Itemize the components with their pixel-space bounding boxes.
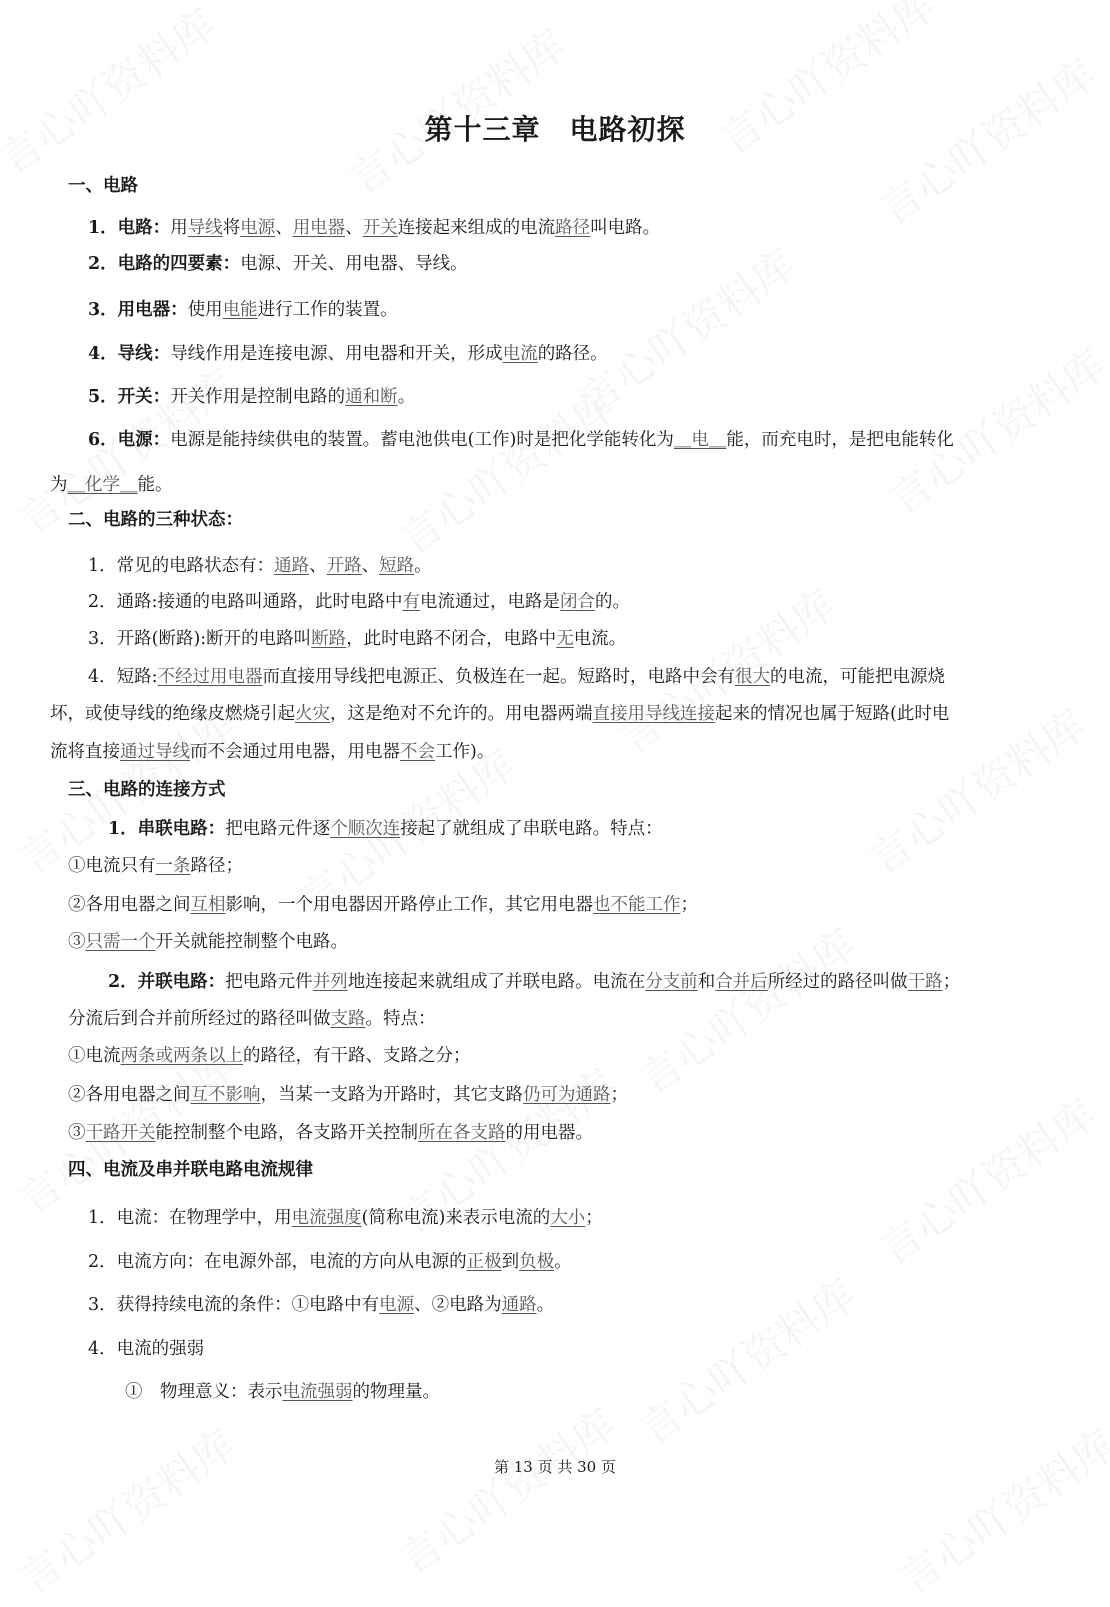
answer-blank: 无 [556, 629, 574, 649]
text-line [88, 665, 945, 689]
text-segment: ① 物理意义：表示 [125, 1382, 283, 1402]
answer-blank: 短路 [379, 556, 415, 576]
answer-blank: 电流 [502, 344, 538, 364]
term-label: 6．电源： [88, 430, 171, 450]
text-segment: 开关就能控制整个电路。 [155, 932, 348, 952]
text-segment: 导线作用是连接电源、用电器和开关，形成 [170, 344, 503, 364]
term-label: 三、电路的连接方式 [68, 780, 226, 800]
answer-blank: 电源 [240, 218, 276, 238]
text-segment: 。特点： [365, 1009, 436, 1029]
answer-blank: 用电器 [292, 218, 346, 238]
answer-blank: 导线 [187, 218, 223, 238]
answer-blank: 通路 [274, 556, 310, 576]
text-segment: 将 [222, 218, 241, 238]
answer-blank: 只需一个 [85, 932, 156, 952]
term-label: 2．电路的四要素： [88, 254, 241, 274]
answer-blank: 合并后 [715, 972, 768, 992]
text-segment: ②各用电器之间 [68, 895, 191, 915]
text-segment: ②各用电器之间 [68, 1085, 191, 1105]
text-segment: 工作)。 [435, 742, 495, 762]
text-line [88, 554, 432, 578]
watermark [0, 0, 226, 187]
watermark [386, 1393, 627, 1587]
text-segment: 1．电流：在物理学中，用 [88, 1208, 292, 1228]
text-line [88, 590, 630, 614]
text-segment: ，当某一支路为开路时，其它支路 [260, 1085, 523, 1105]
text-segment: ； [610, 1085, 628, 1105]
term-label: 四、电流及串并联电路电流规律 [68, 1160, 313, 1180]
text-line [88, 342, 608, 366]
text-segment: 地连接起来就组成了并联电路。电流在 [347, 972, 646, 992]
text-line [88, 1206, 603, 1230]
answer-blank: 通过导线 [120, 742, 190, 762]
text-line [68, 1083, 628, 1107]
answer-blank: 所在各支路 [418, 1123, 506, 1143]
text-segment: ，此时电路不闭合，电路中 [346, 629, 557, 649]
text-segment: 而不会通过用电器，用电器 [190, 742, 400, 762]
text-line [50, 740, 494, 764]
answer-blank: 不会 [400, 742, 435, 762]
answer-blank: ＿电＿ [673, 430, 727, 450]
text-segment: ①电流只有 [68, 856, 156, 876]
answer-blank: 仍可为通路 [523, 1085, 611, 1105]
text-segment: ③ [68, 932, 86, 952]
text-segment: 所经过的路径叫做 [767, 972, 908, 992]
answer-blank: 互相 [190, 895, 226, 915]
text-line [108, 817, 663, 841]
text-segment: 2．通路:接通的电路叫通路，此时电路中 [88, 592, 403, 612]
text-segment: 电流通过，电路是 [420, 592, 561, 612]
term-label: 1．串联电路： [108, 819, 226, 839]
answer-blank: 直接用导线连接 [592, 704, 715, 724]
text-segment: ③ [68, 1123, 86, 1143]
text-segment: 4．电流的强弱 [88, 1339, 205, 1359]
answer-blank: 并列 [312, 972, 348, 992]
answer-blank: 开关 [362, 218, 398, 238]
term-label: 5．开关： [88, 387, 171, 407]
watermark [886, 1413, 1110, 1607]
answer-blank: 断路 [311, 629, 347, 649]
text-line [68, 1044, 471, 1068]
text-segment: 而直接用导线把电源正、负极连在一起。短路时，电路中会有 [262, 667, 736, 687]
answer-blank: 干路 [907, 972, 943, 992]
text-segment: 电流。 [573, 629, 627, 649]
text-segment: 影响，一个用电器因开路停止工作，其它用电器 [225, 895, 593, 915]
text-segment: 、 [361, 556, 380, 576]
answer-blank: 火灾 [295, 704, 330, 724]
text-segment: 的物理量。 [352, 1382, 440, 1402]
watermark [626, 913, 867, 1107]
term-label: 一、电路 [68, 176, 138, 196]
text-segment: 、 [275, 218, 293, 238]
watermark [866, 1083, 1107, 1277]
term-label: 4．导线： [88, 344, 171, 364]
text-segment: (简称电流)来表示电流的 [361, 1208, 551, 1228]
answer-blank: 不经过用电器 [157, 667, 263, 687]
watermark [6, 1413, 247, 1607]
text-segment: 把电路元件 [225, 972, 313, 992]
text-segment: 的路径，有干路、支路之分； [243, 1046, 471, 1066]
answer-blank: 路径 [555, 218, 591, 238]
text-segment: 。 [414, 556, 432, 576]
text-segment: 接起了就组成了串联电路。特点： [400, 819, 663, 839]
watermark [626, 1263, 867, 1457]
section-heading [68, 1158, 313, 1182]
text-segment: 。 [397, 387, 416, 407]
answer-blank: 闭合 [560, 592, 596, 612]
text-line [68, 930, 348, 954]
watermark [566, 233, 807, 427]
text-segment: ； [585, 1208, 603, 1228]
answer-blank: ＿化学＿ [67, 475, 138, 495]
text-line [68, 1007, 436, 1031]
text-segment: 分流后到合并前所经过的路径叫做 [68, 1009, 331, 1029]
text-line [88, 252, 468, 276]
answer-blank: 互不影响 [190, 1085, 261, 1105]
text-segment: 的电流，可能把电源烧 [770, 667, 946, 687]
text-segment: 用 [170, 218, 188, 238]
term-label: 2．并联电路： [108, 972, 226, 992]
text-segment: 电源、开关、用电器、导线。 [240, 254, 468, 274]
text-segment: 能。 [137, 475, 173, 495]
text-segment: 能，而充电时，是把电能转化 [726, 430, 954, 450]
text-line [50, 473, 173, 497]
answer-blank: 通路 [501, 1295, 537, 1315]
answer-blank: 两条或两条以上 [120, 1046, 243, 1066]
answer-blank: 有 [402, 592, 421, 612]
answer-blank: 很大 [735, 667, 771, 687]
term-label: 3．用电器： [88, 300, 188, 320]
text-line [88, 428, 954, 452]
term-label: 1．电路： [88, 218, 171, 238]
text-segment: 进行工作的装置。 [257, 300, 398, 320]
text-segment: 能控制整个电路，各支路开关控制 [155, 1123, 418, 1143]
answer-blank: 电流强弱 [282, 1382, 353, 1402]
text-segment: 为 [50, 475, 68, 495]
answer-blank: 大小 [550, 1208, 586, 1228]
section-heading [68, 778, 226, 802]
answer-blank: 也不能工作 [593, 895, 681, 915]
text-segment: 路径； [190, 856, 243, 876]
text-line [68, 1121, 593, 1145]
text-segment: 4．短路: [88, 667, 158, 687]
text-segment: 坏，或使导线的绝缘皮燃烧引起 [50, 704, 295, 724]
text-segment: 开关作用是控制电路的 [170, 387, 346, 407]
text-line [50, 702, 949, 726]
answer-blank: 电能 [222, 300, 258, 320]
text-line [108, 970, 960, 994]
answer-blank: 电源 [379, 1295, 415, 1315]
text-segment: 使用 [187, 300, 223, 320]
text-segment: 叫电路。 [590, 218, 661, 238]
answer-blank: 干路开关 [85, 1123, 156, 1143]
text-line [88, 1293, 554, 1317]
text-line [68, 854, 243, 878]
text-line [88, 1337, 204, 1361]
answer-blank: 通和断 [345, 387, 398, 407]
section-heading [68, 174, 138, 198]
answer-blank: 正极 [466, 1252, 502, 1272]
answer-blank: 支路 [330, 1009, 366, 1029]
text-line [88, 298, 398, 322]
text-segment: 的路径。 [537, 344, 608, 364]
text-segment: 的。 [595, 592, 631, 612]
text-segment: 起来的情况也属于短路(此时电 [715, 704, 950, 724]
text-segment: 3．获得持续电流的条件：①电路中有 [88, 1295, 380, 1315]
text-segment: ； [942, 972, 961, 992]
answer-blank: 分支前 [645, 972, 698, 992]
section-heading [68, 508, 243, 532]
text-segment: 连接起来组成的电流 [397, 218, 556, 238]
text-line [68, 893, 698, 917]
page-footer: 第 13 页 共 30 页 [493, 1458, 616, 1476]
text-segment: ，这是绝对不允许的。用电器两端 [330, 704, 593, 724]
text-segment: 。 [554, 1252, 572, 1272]
text-line [88, 216, 660, 240]
term-label: 二、电路的三种状态： [68, 510, 243, 530]
answer-blank: 电流强度 [291, 1208, 362, 1228]
text-segment: 、 [309, 556, 327, 576]
text-segment: ； [680, 895, 698, 915]
text-segment: 1．常见的电路状态有： [88, 556, 275, 576]
watermark [386, 373, 627, 567]
answer-blank: 一条 [155, 856, 191, 876]
answer-blank: 个顺次连 [330, 819, 401, 839]
text-segment: 2．电流方向：在电源外部，电流的方向从电源的 [88, 1252, 467, 1272]
answer-blank: 负极 [519, 1252, 555, 1272]
text-line [88, 385, 415, 409]
text-line [125, 1380, 440, 1404]
text-segment: 3．开路(断路):断开的电路叫 [88, 629, 312, 649]
text-segment: 、 [345, 218, 363, 238]
text-segment: 的用电器。 [505, 1123, 593, 1143]
text-segment: 把电路元件逐 [225, 819, 331, 839]
text-segment: 。 [536, 1295, 555, 1315]
text-line [88, 627, 626, 651]
text-segment: ①电流 [68, 1046, 121, 1066]
text-segment: 流将直接 [50, 742, 120, 762]
answer-blank: 开路 [326, 556, 362, 576]
text-segment: 和 [697, 972, 716, 992]
text-segment: 、②电路为 [414, 1295, 502, 1315]
text-segment: 电源是能持续供电的装置。蓄电池供电(工作)时是把化学能转化为 [170, 430, 674, 450]
text-line [88, 1250, 572, 1274]
page-title: 第十三章 电路初探 [424, 113, 686, 146]
text-segment: 到 [501, 1252, 520, 1272]
